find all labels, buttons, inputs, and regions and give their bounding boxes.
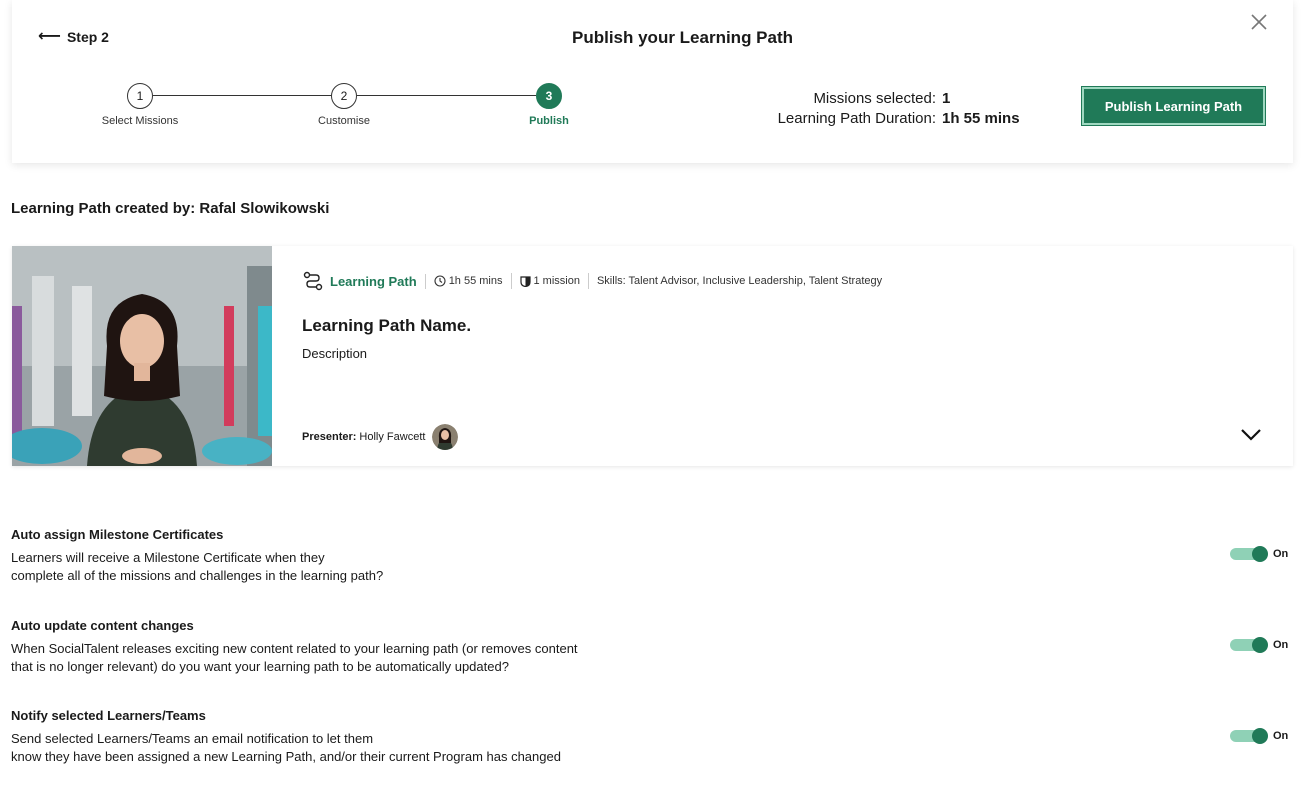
toggle-knob[interactable] — [1252, 546, 1268, 562]
path-duration-label: Learning Path Duration: — [777, 109, 936, 127]
card-missions — [512, 273, 589, 289]
step-connector — [153, 95, 332, 96]
step-connector — [357, 95, 536, 96]
mission-icon — [520, 276, 531, 287]
back-link-label: Step 2 — [66, 29, 109, 45]
setting-notify-learners — [11, 708, 1291, 765]
setting-title: Auto update content changes — [11, 618, 194, 633]
clock-icon — [434, 275, 446, 287]
card-duration-text: 1h 55 mins — [448, 275, 503, 287]
presenter-label: Presenter: — [302, 431, 357, 443]
presenter-name: Holly Fawcett — [359, 431, 426, 443]
step-2-label: Customise — [318, 115, 370, 127]
learning-path-icon — [302, 270, 324, 292]
step-1-label: Select Missions — [101, 115, 179, 127]
card-type-label: Learning Path — [330, 274, 426, 289]
toggle-state-label: On — [1273, 639, 1289, 651]
toggle-state-label: On — [1273, 730, 1289, 742]
card-skills: Skills: Talent Advisor, Inclusive Leadership, Talent Strategy — [596, 275, 883, 287]
setting-title: Notify selected Learners/Teams — [11, 708, 206, 723]
toggle-track[interactable] — [1230, 730, 1266, 742]
setting-auto-update-content — [11, 618, 1291, 675]
page-title: Publish your Learning Path — [571, 28, 794, 47]
toggle-track[interactable] — [1230, 639, 1266, 651]
step-1-circle: 1 — [127, 83, 153, 109]
learning-path-name: Learning Path Name. — [302, 316, 472, 335]
step-3-label: Publish — [529, 115, 569, 127]
setting-description-line-1: When SocialTalent releases exciting new content related to your learning path (or removes content — [11, 641, 578, 656]
toggle-knob[interactable] — [1252, 728, 1268, 744]
notify-learners-toggle[interactable] — [1230, 730, 1288, 742]
learning-path-card — [12, 246, 1293, 466]
missions-selected-label: Missions selected: — [813, 89, 936, 107]
creator-line: Learning Path created by: Rafal Slowikowski — [11, 200, 330, 217]
back-arrow-icon: ⟵ — [38, 28, 61, 45]
step-3-circle: 3 — [536, 83, 562, 109]
setting-description-line-2: complete all of the missions and challenges in the learning path? — [11, 567, 384, 583]
publish-learning-path-button[interactable]: Publish Learning Path — [1082, 87, 1265, 125]
publish-header — [12, 0, 1293, 163]
path-duration-value: 1h 55 mins — [942, 109, 1020, 127]
card-missions-text: 1 mission — [533, 275, 580, 287]
card-meta — [302, 271, 890, 291]
card-duration — [426, 273, 512, 289]
presenter-info — [302, 424, 458, 450]
missions-selected-value: 1 — [942, 89, 951, 107]
setting-description-line-2: that is no longer relevant) do you want your learning path to be automatically updated? — [11, 658, 509, 674]
chevron-down-icon[interactable] — [1240, 428, 1262, 442]
setting-title: Auto assign Milestone Certificates — [11, 527, 224, 542]
presenter-thumbnail — [12, 246, 272, 466]
path-summary — [752, 88, 1020, 128]
setting-description-line-2: know they have been assigned a new Learning Path, and/or their current Program has changed — [11, 748, 561, 764]
setting-description-line-1: Send selected Learners/Teams an email notification to let them — [11, 731, 374, 746]
setting-milestone-certificates — [11, 527, 1291, 584]
learning-path-description: Description — [302, 346, 368, 361]
toggle-knob[interactable] — [1252, 637, 1268, 653]
milestone-certificates-toggle[interactable] — [1230, 548, 1288, 560]
step-2-circle: 2 — [331, 83, 357, 109]
auto-update-content-toggle[interactable] — [1230, 639, 1288, 651]
close-icon[interactable] — [1249, 12, 1269, 32]
toggle-track[interactable] — [1230, 548, 1266, 560]
setting-description-line-1: Learners will receive a Milestone Certificate when they — [11, 550, 325, 565]
presenter-avatar — [432, 424, 458, 450]
toggle-state-label: On — [1273, 548, 1289, 560]
